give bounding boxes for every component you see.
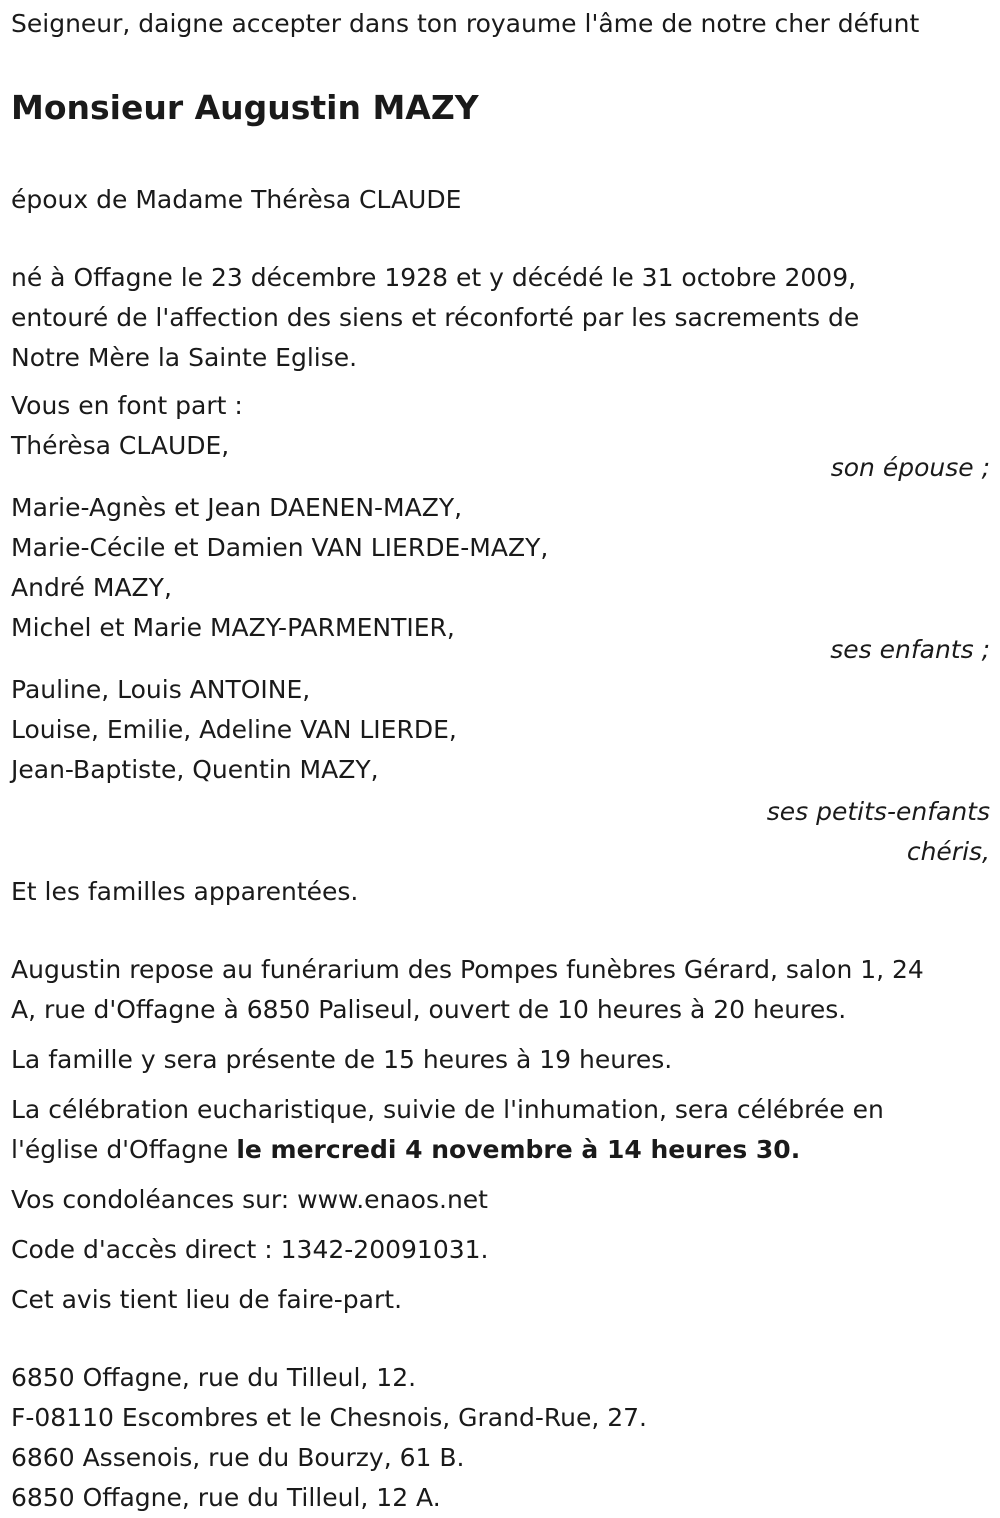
relation-label: ses enfants ; <box>830 635 990 664</box>
address-line: 6860 Assenois, rue du Bourzy, 61 B. <box>11 1443 465 1472</box>
relation-label: son épouse ; <box>830 453 990 482</box>
rest-line: A, rue d'Offagne à 6850 Paliseul, ouvert de 10 heures à 20 heures. <box>11 995 847 1024</box>
rest-paragraph <box>11 950 990 1030</box>
celebration-line <box>11 1130 990 1170</box>
deceased-name: Monsieur Augustin MAZY <box>11 88 479 127</box>
family-name-line: Louise, Emilie, Adeline VAN LIERDE, <box>11 715 457 744</box>
address-line: 6850 Offagne, rue du Tilleul, 12 A. <box>11 1483 441 1512</box>
family-name-line: André MAZY, <box>11 573 172 602</box>
family-name-line: Marie-Agnès et Jean DAENEN-MAZY, <box>11 493 463 522</box>
grandchildren-group <box>11 670 990 872</box>
family-presence-line: La famille y sera présente de 15 heures à 19 heures. <box>11 1045 673 1074</box>
birth-death-line: né à Offagne le 23 décembre 1928 et y décédé le 31 octobre 2009, <box>11 263 857 292</box>
birth-death-line: Notre Mère la Sainte Eglise. <box>11 343 358 372</box>
condolences-line: Vos condoléances sur: www.enaos.net <box>11 1185 488 1214</box>
access-code-line: Code d'accès direct : 1342-20091031. <box>11 1235 489 1264</box>
celebration-datetime: le mercredi 4 novembre à 14 heures 30. <box>236 1135 801 1164</box>
relation-label: chéris, <box>906 837 990 866</box>
relation-label: ses petits-enfants <box>766 797 990 826</box>
family-name-line: Thérèsa CLAUDE, <box>11 431 230 460</box>
invocation-text: Seigneur, daigne accepter dans ton royaume l'âme de notre cher défunt <box>11 9 920 38</box>
family-name-line: Jean-Baptiste, Quentin MAZY, <box>11 755 379 784</box>
family-name-line: Michel et Marie MAZY-PARMENTIER, <box>11 613 455 642</box>
spouse-line: époux de Madame Thérèsa CLAUDE <box>11 185 462 214</box>
address-line: 6850 Offagne, rue du Tilleul, 12. <box>11 1363 417 1392</box>
celebration-place: l'église d'Offagne <box>11 1135 237 1164</box>
announce-text: Vous en font part : <box>11 391 243 420</box>
families-line: Et les familles apparentées. <box>11 877 359 906</box>
address-line: F-08110 Escombres et le Chesnois, Grand-Rue, 27. <box>11 1403 647 1432</box>
spouse-group <box>11 426 990 488</box>
notice-line: Cet avis tient lieu de faire-part. <box>11 1285 403 1314</box>
celebration-line: La célébration eucharistique, suivie de l'inhumation, sera célébrée en <box>11 1095 884 1124</box>
family-name-line: Pauline, Louis ANTOINE, <box>11 675 311 704</box>
celebration-paragraph <box>11 1090 990 1170</box>
children-group <box>11 488 990 670</box>
family-name-line: Marie-Cécile et Damien VAN LIERDE-MAZY, <box>11 533 549 562</box>
rest-line: Augustin repose au funérarium des Pompes funèbres Gérard, salon 1, 24 <box>11 955 924 984</box>
address-list <box>11 1358 990 1518</box>
birth-death-paragraph <box>11 258 990 378</box>
birth-death-line: entouré de l'affection des siens et réconforté par les sacrements de <box>11 303 860 332</box>
